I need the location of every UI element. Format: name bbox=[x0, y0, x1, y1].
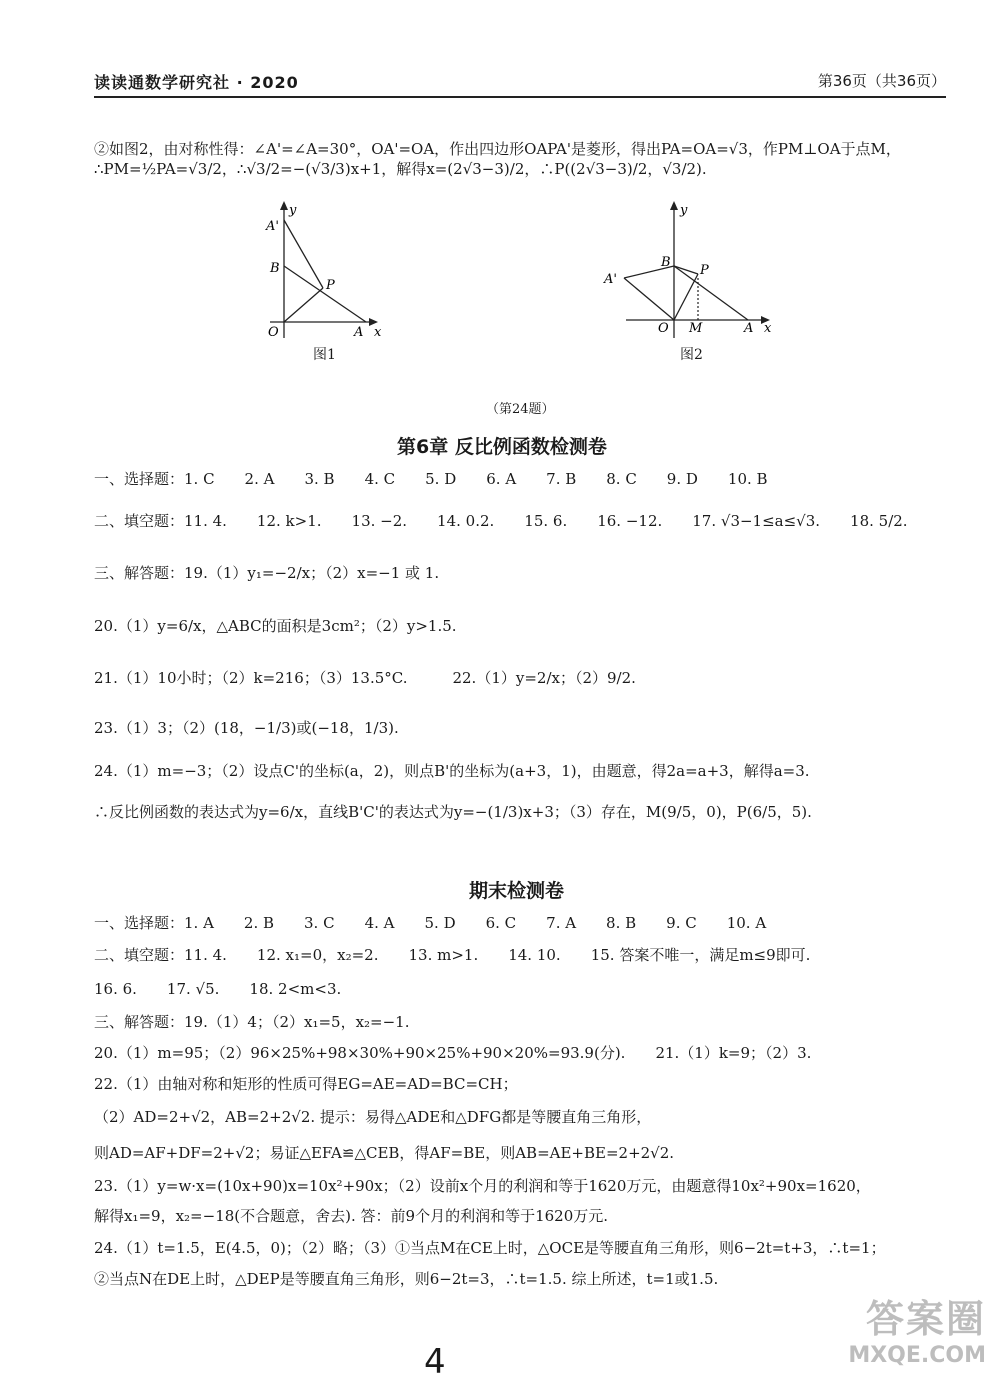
fig2-label-o: O bbox=[658, 321, 669, 336]
final-line: 20.（1）m=95；（2）96×25%+98×30%+90×25%+90×20%=93.9(分). 21.（1）k=9；（2）3. bbox=[94, 1044, 812, 1062]
ch6-line: ∴反比例函数的表达式为y=6/x，直线B'C'的表达式为y=−(1/3)x+3；（3）存在，M(9/5，0)，P(6/5，5). bbox=[94, 803, 812, 821]
final-line: 24.（1）t=1.5，E(4.5，0)；（2）略；（3）①当点M在CE上时，△OCE是等腰直角三角形，则6−2t=t+3，∴t=1； bbox=[94, 1239, 886, 1257]
fig2-label-b: B bbox=[661, 255, 671, 270]
fig1-label-aprime: A' bbox=[266, 219, 279, 234]
fig2-line-b-p bbox=[674, 266, 698, 274]
fig2-label-y: y bbox=[680, 203, 688, 218]
fig1-label-a: A bbox=[354, 325, 364, 340]
final-line: 23.（1）y=w·x=(10x+90)x=10x²+90x；（2）设前x个月的利润和等于1620万元，由题意得10x²+90x=1620， bbox=[94, 1177, 871, 1195]
fig2-label-p: P bbox=[700, 263, 709, 278]
final-line: 16. 6. 17. √5. 18. 2<m<3. bbox=[94, 980, 342, 998]
fig2-caption: 图2 bbox=[680, 347, 703, 363]
ch6-line: 一、选择题：1. C 2. A 3. B 4. C 5. D 6. A 7. B 8. C 9. D 10. B bbox=[94, 470, 768, 488]
fig2-label-x: x bbox=[764, 321, 772, 336]
watermark-url: MXQE.COM bbox=[848, 1343, 986, 1368]
final-line: 则AD=AF+DF=2+√2；易证△EFA≌△CEB，得AF=BE，则AB=AE+BE=2+2√2. bbox=[94, 1144, 675, 1162]
fig2-label-m: M bbox=[689, 321, 703, 336]
watermark-text: 答案圈 bbox=[865, 1297, 986, 1341]
chapter6-title: 第6章 反比例函数检测卷 bbox=[397, 436, 607, 458]
fig2-label-aprime: A' bbox=[604, 272, 617, 287]
fig1-line-ab bbox=[284, 266, 366, 322]
fig1-label-y: y bbox=[289, 203, 297, 218]
ch6-line: 23.（1）3；（2）(18，−1/3)或(−18，1/3). bbox=[94, 719, 399, 737]
handwritten-mark: 4 bbox=[424, 1342, 446, 1382]
final-line: 一、选择题：1. A 2. B 3. C 4. A 5. D 6. C 7. A 8. B 9. C 10. A bbox=[94, 914, 767, 932]
ch6-line: 24.（1）m=−3；（2）设点C'的坐标(a，2)，则点B'的坐标为(a+3，1)，由题意，得2a=a+3，解得a=3. bbox=[94, 762, 810, 780]
fig1-caption: 图1 bbox=[313, 347, 336, 363]
ch6-line: 21.（1）10小时；（2）k=216；（3）13.5°C. 22.（1）y=2/x；（2）9/2. bbox=[94, 669, 636, 687]
figure-1 bbox=[256, 198, 396, 343]
final-line: ②当点N在DE上时，△DEP是等腰直角三角形，则6−2t=3，∴t=1.5. 综上所述，t=1或1.5. bbox=[94, 1270, 719, 1288]
page-number: 第36页（共36页） bbox=[817, 72, 946, 90]
page-header bbox=[94, 68, 946, 98]
fig1-label-x: x bbox=[374, 325, 382, 340]
final-line: 二、填空题：11. 4. 12. x₁=0，x₂=2. 13. m>1. 14. 10. 15. 答案不唯一，满足m≤9即可. bbox=[94, 946, 811, 964]
q24-line-1: ②如图2，由对称性得：∠A'=∠A=30°，OA'=OA，作出四边形OAPA'是菱形，得出PA=OA=√3，作PM⊥OA于点M， bbox=[94, 140, 901, 158]
ch6-line: 三、解答题：19.（1）y₁=−2/x；（2）x=−1 或 1. bbox=[94, 564, 440, 582]
fig2-y-arrow bbox=[670, 201, 678, 210]
fig1-y-arrow bbox=[280, 201, 288, 210]
final-line: 解得x₁=9，x₂=−18(不合题意，舍去). 答：前9个月的利润和等于1620万元. bbox=[94, 1207, 609, 1225]
fig1-label-p: P bbox=[326, 278, 335, 293]
final-line: 22.（1）由轴对称和矩形的性质可得EG=AE=AD=BC=CH； bbox=[94, 1075, 518, 1093]
q24-line-2: ∴PM=½PA=√3/2，∴√3/2=−(√3/3)x+1，解得x=(2√3−3)/2，∴P((2√3−3)/2，√3/2). bbox=[94, 160, 707, 178]
final-exam-title: 期末检测卷 bbox=[469, 880, 565, 902]
fig1-line-aprime-p bbox=[284, 220, 323, 288]
fig2-label-a: A bbox=[744, 321, 754, 336]
final-line: （2）AD=2+√2，AB=2+2√2. 提示：易得△ADE和△DFG都是等腰直角三角形， bbox=[94, 1108, 652, 1126]
watermark bbox=[848, 1288, 986, 1368]
fig2-line-o-p bbox=[674, 274, 698, 320]
final-line: 三、解答题：19.（1）4；（2）x₁=5，x₂=−1. bbox=[94, 1013, 410, 1031]
fig2-line-aprime-o bbox=[624, 278, 674, 320]
fig2-line-b-a bbox=[674, 266, 748, 320]
figure-2 bbox=[600, 198, 780, 343]
ch6-line: 二、填空题：11. 4. 12. k>1. 13. −2. 14. 0.2. 15. 6. 16. −12. 17. √3−1≤a≤√3. 18. 5/2. bbox=[94, 512, 908, 530]
figure-group-caption: （第24题） bbox=[486, 402, 555, 417]
fig1-label-b: B bbox=[270, 261, 280, 276]
publisher-title: 读读通数学研究社 · 2020 bbox=[94, 73, 299, 92]
ch6-line: 20.（1）y=6/x，△ABC的面积是3cm²；（2）y>1.5. bbox=[94, 617, 457, 635]
fig1-line-o-p bbox=[284, 288, 323, 322]
fig1-label-o: O bbox=[268, 325, 279, 340]
